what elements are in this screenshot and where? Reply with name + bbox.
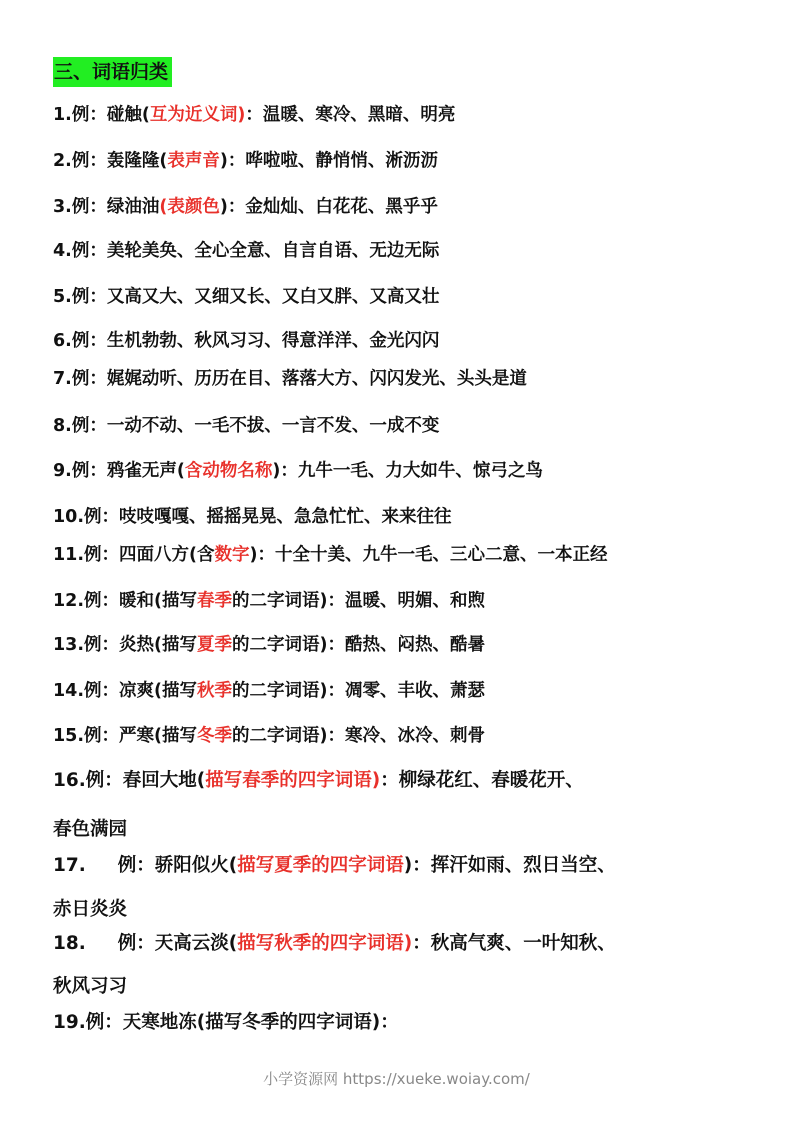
item-example-label: 例： [85, 770, 123, 791]
item-number: 17. [53, 855, 86, 876]
list-item [53, 724, 485, 748]
item-example-label: 例： [71, 105, 107, 125]
item-answers: 又高又大、又细又长、又白又胖、又高又壮 [106, 287, 440, 307]
item-number: 14. [53, 681, 85, 701]
list-item [53, 769, 584, 793]
item-example-label: 例： [117, 855, 155, 876]
item-example-label: 例： [71, 241, 107, 261]
item-answers: 娓娓动听、历历在目、落落大方、闪闪发光、头头是道 [106, 369, 527, 389]
item-number: 4. [53, 241, 72, 261]
item-answers: ：温暖、寒冷、黑暗、明亮 [245, 105, 456, 125]
item-number: 7. [53, 369, 72, 389]
list-item [53, 103, 455, 127]
list-item [53, 1011, 399, 1035]
list-item [53, 633, 485, 657]
page-footer: 小学资源网 https://xueke.woiay.com/ [263, 1070, 530, 1088]
item-example-label: 例： [71, 287, 107, 307]
item-number: 18. [53, 933, 86, 954]
item-answers: 的二字词语)：寒冷、冰冷、刺骨 [232, 726, 486, 746]
item-category: 冬季 [197, 726, 233, 746]
item-category: 描写秋季的四字词语) [237, 933, 413, 954]
item-category: 夏季 [197, 635, 233, 655]
list-item [53, 459, 543, 483]
list-item [53, 679, 485, 703]
list-item-continuation: 秋风习习 [53, 976, 128, 997]
item-example-label: 例： [71, 461, 107, 481]
list-item-continuation: 赤日炎炎 [53, 899, 128, 920]
item-answers: )：哗啦啦、静悄悄、淅沥沥 [219, 151, 438, 171]
item-number: 10. [53, 507, 85, 527]
item-category: 秋季 [197, 681, 233, 701]
list-item-continuation: 春色满园 [53, 819, 128, 840]
item-example-label: 例： [84, 726, 120, 746]
list-item [53, 239, 439, 263]
item-answers: 美轮美奂、全心全意、自言自语、无边无际 [106, 241, 440, 261]
item-answers: 的二字词语)：酷热、闷热、酷暑 [232, 635, 486, 655]
item-category: 含动物名称 [184, 461, 273, 481]
item-answers: 一动不动、一毛不拔、一言不发、一成不变 [106, 416, 440, 436]
item-number: 12. [53, 591, 85, 611]
item-example-word: 绿油油 [106, 197, 160, 217]
item-category: 互为近义词) [149, 105, 246, 125]
item-category: 表声音 [167, 151, 220, 171]
item-answers: ：秋高气爽、一叶知秋、 [412, 933, 616, 954]
list-item [53, 854, 616, 878]
list-item [53, 414, 439, 438]
item-number: 13. [53, 635, 85, 655]
item-example-word: 春回大地( [122, 770, 206, 791]
item-number: 6. [53, 331, 72, 351]
list-item [53, 149, 438, 173]
item-answers: )：九牛一毛、力大如牛、惊弓之鸟 [272, 461, 543, 481]
section-heading: 三、词语归类 [53, 57, 172, 87]
item-example-label: 例： [85, 1012, 123, 1033]
item-number: 8. [53, 416, 72, 436]
item-number: 19. [53, 1012, 86, 1033]
item-number: 9. [53, 461, 72, 481]
item-number: 1. [53, 105, 72, 125]
item-example-word: 天寒地冻(描写冬季的四字词语)： [122, 1012, 399, 1033]
item-example-label: 例： [84, 507, 120, 527]
list-item [53, 932, 616, 956]
item-example-label: 例： [71, 416, 107, 436]
item-answers: )：金灿灿、白花花、黑乎乎 [219, 197, 438, 217]
list-item [53, 543, 608, 567]
item-example-word: 四面八方(含 [119, 545, 215, 565]
list-item [53, 329, 439, 353]
item-number: 3. [53, 197, 72, 217]
item-example-label: 例： [84, 635, 120, 655]
item-example-label: 例： [84, 591, 120, 611]
item-category: 描写春季的四字词语) [205, 770, 381, 791]
item-example-word: 暖和(描写 [119, 591, 198, 611]
item-category: (表颜色 [159, 197, 220, 217]
list-item [53, 505, 452, 529]
item-example-label: 例： [84, 545, 120, 565]
item-category: 春季 [197, 591, 233, 611]
list-item [53, 589, 485, 613]
item-example-word: 轰隆隆( [106, 151, 168, 171]
item-answers: ：柳绿花红、春暖花开、 [380, 770, 584, 791]
item-example-word: 碰触( [106, 105, 150, 125]
item-example-label: 例： [71, 331, 107, 351]
list-item [53, 285, 439, 309]
item-answers: 吱吱嘎嘎、摇摇晃晃、急急忙忙、来来往往 [119, 507, 452, 527]
item-answers: 生机勃勃、秋风习习、得意洋洋、金光闪闪 [106, 331, 440, 351]
item-number: 16. [53, 770, 86, 791]
item-answers: 的二字词语)：凋零、丰收、萧瑟 [232, 681, 486, 701]
list-item [53, 195, 438, 219]
item-example-word: 天高云淡( [154, 933, 238, 954]
item-category: 描写夏季的四字词语 [237, 855, 404, 876]
item-answers: )：十全十美、九牛一毛、三心二意、一本正经 [249, 545, 608, 565]
item-number: 11. [53, 545, 85, 565]
item-example-label: 例： [71, 151, 107, 171]
item-example-label: 例： [71, 369, 107, 389]
item-category: 数字 [214, 545, 250, 565]
list-item [53, 367, 527, 391]
item-example-label: 例： [84, 681, 120, 701]
item-number: 15. [53, 726, 85, 746]
item-example-word: 骄阳似火( [154, 855, 238, 876]
item-example-word: 严寒(描写 [119, 726, 198, 746]
item-number: 5. [53, 287, 72, 307]
item-answers: )：挥汗如雨、烈日当空、 [403, 855, 616, 876]
item-answers: 的二字词语)：温暖、明媚、和煦 [232, 591, 486, 611]
item-example-word: 炎热(描写 [119, 635, 198, 655]
item-number: 2. [53, 151, 72, 171]
item-example-word: 鸦雀无声( [106, 461, 185, 481]
item-example-label: 例： [117, 933, 155, 954]
item-example-word: 凉爽(描写 [119, 681, 198, 701]
item-example-label: 例： [71, 197, 107, 217]
